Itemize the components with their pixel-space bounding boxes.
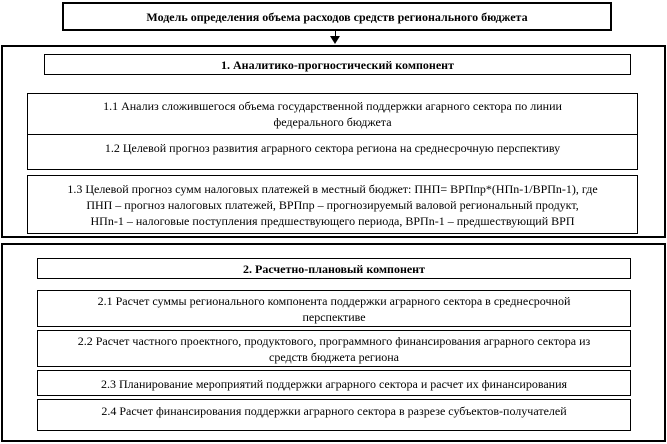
item-1-3-box [27, 175, 638, 234]
item-2-1-line-1: 2.1 Расчет суммы регионального компонента поддержки аграрного сектора в среднесрочной [97, 294, 571, 308]
item-2-2-line-2: средств бюджета региона [269, 350, 399, 364]
component-2-heading: 2. Расчетно-плановый компонент [242, 262, 425, 276]
item-1-3-line-1: 1.3 Целевой прогноз сумм налоговых платежей в местный бюджет: ПНП= ВРПпр*(НПn-1/ВРПn-1), где [67, 182, 598, 196]
component-1-heading: 1. Аналитико-прогностический компонент [221, 58, 454, 72]
component-1-heading-box [44, 54, 631, 75]
item-1-3-line-2: ПНП – прогноз налоговых платежей, ВРПпр – прогнозируемый валовой региональный продукт, [86, 198, 579, 212]
item-2-4-box [37, 399, 631, 431]
item-1-3-line-3: НПn-1 – налоговые поступления предшествующего периода, ВРПn-1 – предшествующий ВРП [90, 214, 575, 228]
item-1-1-box [27, 93, 638, 135]
item-1-2-box [27, 134, 638, 170]
arrow-down-head [330, 36, 340, 44]
diagram-title: Модель определения объема расходов средств регионального бюджета [146, 10, 528, 24]
item-2-1-box [37, 290, 631, 327]
item-2-1-line-2: перспективе [302, 310, 366, 324]
diagram-title-box [62, 2, 612, 31]
item-2-2-line-1: 2.2 Расчет частного проектного, продуктового, программного финансирования аграрного сектора из [77, 334, 591, 348]
item-1-1-line-1: 1.1 Анализ сложившегося объема государственной поддержки агарного сектора по линии [103, 99, 562, 113]
component-2-heading-box [37, 258, 631, 279]
item-1-2-line-1: 1.2 Целевой прогноз развития аграрного сектора региона на среднесрочную перспективу [104, 141, 561, 155]
item-2-3-box [37, 370, 631, 396]
item-2-3-line-1: 2.3 Планирование мероприятий поддержки аграрного сектора и расчет их финансирования [100, 377, 568, 391]
item-1-1-line-2: федерального бюджета [273, 115, 392, 129]
item-2-2-box [37, 330, 631, 367]
item-2-4-line-1: 2.4 Расчет финансирования поддержки аграрного сектора в разрезе субъектов-получателей [101, 404, 567, 418]
